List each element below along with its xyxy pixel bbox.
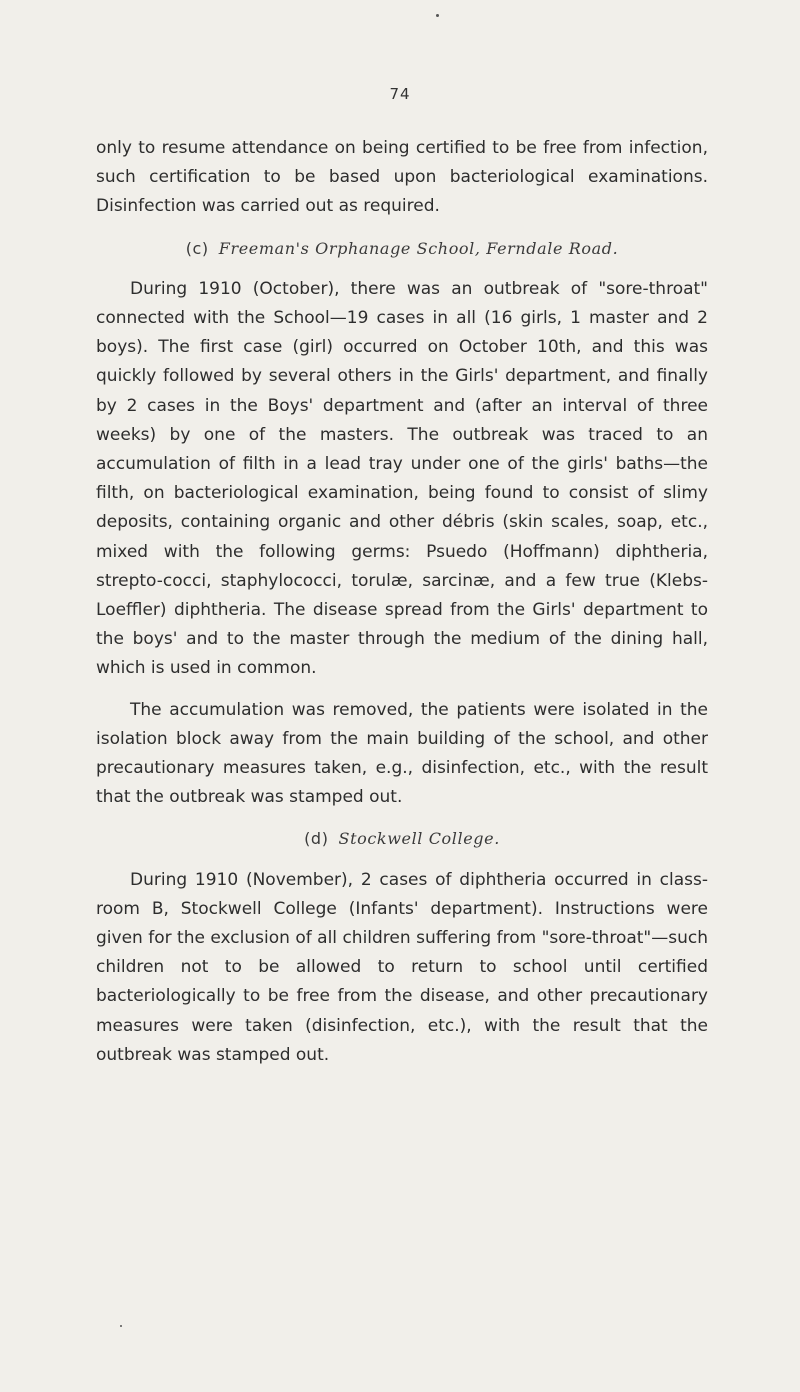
- body-text: [96, 134, 708, 1082]
- bottom-speck: [120, 1325, 122, 1327]
- section-title-d: Stockwell College.: [338, 829, 500, 849]
- top-speck: [436, 14, 439, 17]
- paragraph-orphanage-outbreak: During 1910 (October), there was an outbreak of "sore-throat" connected with the School—19 cases in all (16 girls, 1 master and 2 boys). The first case (girl) occurred on October 10th, and this was quickly followed by several others in the Girls' department, and finally by 2 cases in the Boys' department and (after an interval of three weeks) by one of the masters. The outbreak was traced to an accumulation of filth in a lead tray under one of the girls' baths—the filth, on bacteriological examination, being found to consist of slimy deposits, containing organic and other débris (skin scales, soap, etc., mixed with the following germs: Psuedo (Hoffmann) diphtheria, strepto-cocci, staphylococci, torulæ, sarcinæ, and a few true (Klebs-Loeffler) diphtheria. The disease spread from the Girls' department to the boys' and to the master through the medium of the dining hall, which is used in common.: [96, 278, 708, 679]
- paragraph-orphanage-measures: The accumulation was removed, the patients were isolated in the isolation block away from the main building of the school, and other precautionary measures taken, e.g., disinfection, etc., with the result that the outbreak was stamped out.: [96, 699, 708, 808]
- paragraph-stockwell: During 1910 (November), 2 cases of diphtheria occurred in class-room B, Stockwell College (Infants' department). Instructions were given for the exclusion of all children suffering from "sore-throat"—such children not to be allowed to return to school until certified bacteriologically to be free from the disease, and other precautionary measures were taken (disinfection, etc.), with the result that the outbreak was stamped out.: [96, 869, 708, 1065]
- section-title-c: Freeman's Orphanage School, Ferndale Road.: [218, 238, 619, 258]
- page-number: 74: [389, 85, 411, 103]
- section-label-c: (c): [185, 238, 209, 258]
- section-heading-c: [96, 234, 708, 263]
- section-heading-d: [96, 824, 708, 853]
- paragraph-continuation: only to resume attendance on being certified to be free from infection, such certification to be based upon bacteriological examinations. Disinfection was carried out as required.: [96, 138, 708, 217]
- section-label-d: (d): [304, 829, 329, 849]
